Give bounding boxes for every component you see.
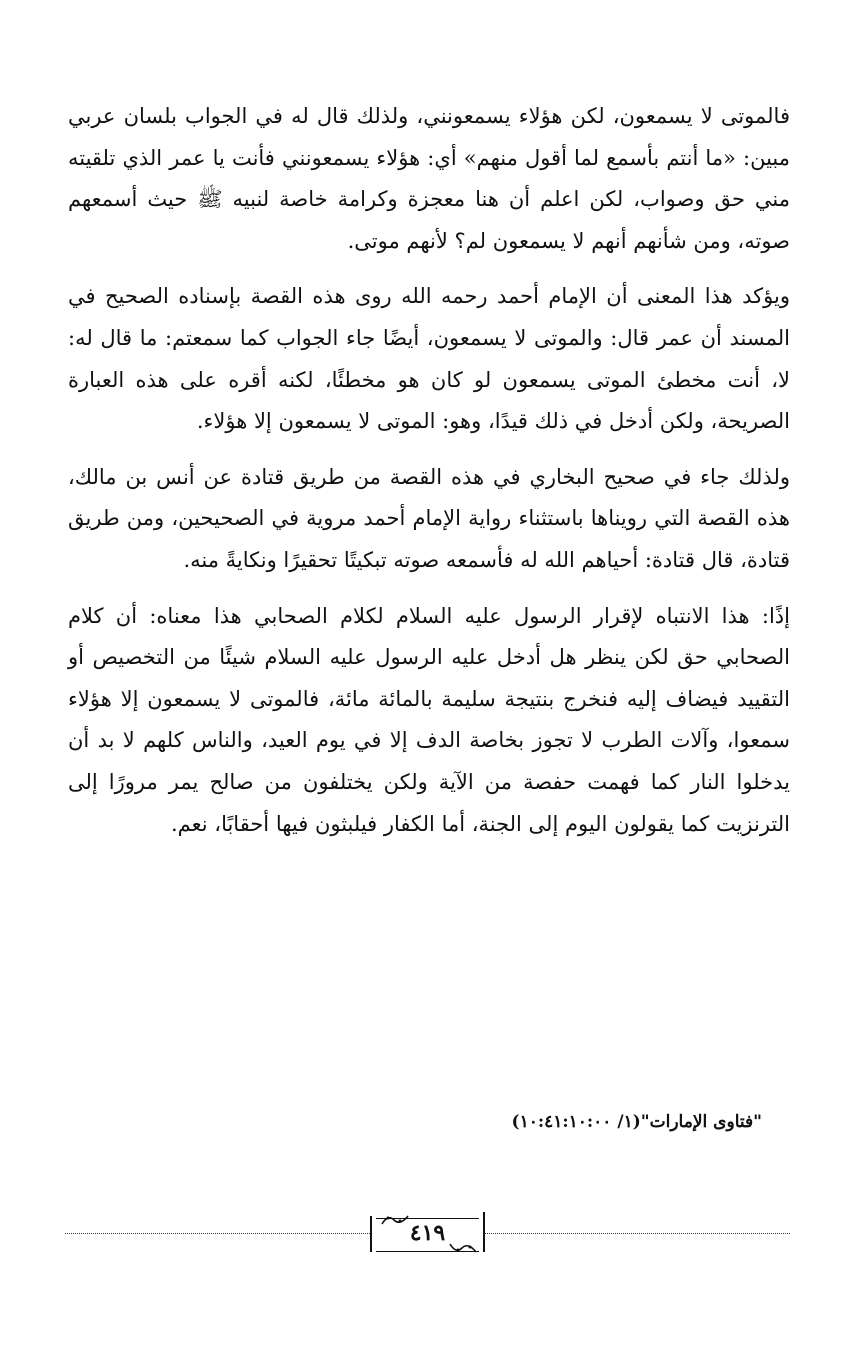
page-footer — [65, 1210, 790, 1260]
body-text — [68, 96, 790, 845]
paragraph-4: إذًا: هذا الانتباه لإقرار الرسول عليه السلام لكلام الصحابي هذا معناه: أن كلام الصحابي حق لكن ينظر هل أدخل عليه الرسول عليه السلام شيئًا من التخصيص أو التقييد فيضاف إليه فنخرج بنتيجة سليمة بالمائة مائة، فالموتى لا يسمعون إلا هؤلاء سمعوا، وآلات الطرب لا تجوز بخاصة الدف إلا في يوم العيد، والناس كلهم لا بد أن يدخلوا النار كما فهمت حفصة من الآية ولكن يختلفون من صالح يمر مرورًا إلى الترنزيت كما يقولون اليوم إلى الجنة، أما الكفار فيلبثون فيها أحقابًا، نعم. — [68, 603, 790, 836]
footer-divider-right — [485, 1233, 790, 1234]
paragraph-2: ويؤكد هذا المعنى أن الإمام أحمد رحمه الله روى هذه القصة بإسناده الصحيح في المسند أن عمر قال: والموتى لا يسمعون، أيضًا جاء الجواب كما سمعتم: ما قال له: لا، أنت مخطئ الموتى يسمعون لو كان هو مخطئًا، لكنه أقره على هذه العبارة الصريحة، ولكن أدخل في ذلك قيدًا، وهو: الموتى لا يسمعون إلا هؤلاء. — [68, 284, 790, 434]
source-citation: "فتاوى الإمارات"(١/ ١٠:٤١:١٠:٠٠) — [511, 1112, 762, 1132]
footer-divider-left — [65, 1233, 370, 1234]
paragraph-1: فالموتى لا يسمعون، لكن هؤلاء يسمعونني، ولذلك قال له في الجواب بلسان عربي مبين: «ما أنتم بأسمع لما أقول منهم» أي: هؤلاء يسمعونني فأنت يا عمر الذي تلقيته مني حق وصواب، لكن اعلم أن هنا معجزة وكرامة خاصة لنبيه ﷺ حيث أسمعهم صوته، ومن شأنهم أنهم لا يسمعون لم؟ لأنهم موتى. — [68, 104, 790, 253]
page-number-box — [370, 1212, 485, 1252]
page-number: ٤١٩ — [409, 1220, 446, 1246]
paragraph-3: ولذلك جاء في صحيح البخاري في هذه القصة من طريق قتادة عن أنس بن مالك، هذه القصة التي رويناها باستثناء رواية الإمام أحمد مروية في الصحيحين، ومن طريق قتادة، قال قتادة: أحياهم الله له فأسمعه صوته تبكيتًا تحقيرًا ونكايةً منه. — [68, 464, 790, 572]
